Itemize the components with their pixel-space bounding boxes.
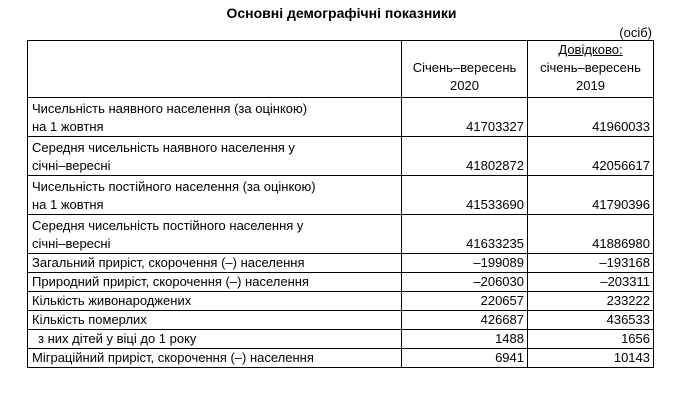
table-row [28,176,654,215]
value-2020: 41703327 [402,98,528,137]
row-label-line2: січні–вересні [32,236,111,251]
row-label [28,176,402,215]
header-indicator [28,41,402,98]
value-2019: 41886980 [528,215,654,254]
row-label: Кількість живонароджених [28,292,402,311]
value-2020: 426687 [402,311,528,330]
row-label [28,215,402,254]
header-2019-line2: січень–вересень [540,60,641,75]
table-row [28,254,654,273]
value-2019: 41790396 [528,176,654,215]
table-row [28,349,654,368]
page-title: Основні демографічні показники [226,5,457,21]
value-2019: 10143 [528,349,654,368]
table-row [28,273,654,292]
value-2020: 41802872 [402,137,528,176]
row-label-line1: Чисельність наявного населення (за оцінкою) [32,101,308,116]
value-2020: 220657 [402,292,528,311]
header-2019 [528,41,654,98]
unit-label: (осіб) [619,25,652,40]
row-label: з них дітей у віці до 1 року [28,330,402,349]
row-label-line2: на 1 жовтня [32,197,104,212]
header-2020-line2: 2020 [450,78,479,93]
value-2020: 1488 [402,330,528,349]
row-label [28,98,402,137]
header-2019-line3: 2019 [576,78,605,93]
table-row [28,137,654,176]
header-2020-line1: Січень–вересень [412,60,517,75]
demographics-table [27,40,654,368]
value-2020: –199089 [402,254,528,273]
row-label: Природний приріст, скорочення (–) населення [28,273,402,292]
value-2019: –203311 [528,273,654,292]
value-2019: 1656 [528,330,654,349]
row-label-line1: Середня чисельність наявного населення у [32,140,295,155]
value-2020: –206030 [402,273,528,292]
table-row [28,98,654,137]
row-label: Міграційний приріст, скорочення (–) населення [28,349,402,368]
value-2019: 436533 [528,311,654,330]
table-row [28,292,654,311]
row-label: Кількість померлих [28,311,402,330]
header-2019-line1: Довідково: [558,42,623,57]
row-label-line1: Середня чисельність постійного населення у [32,218,304,233]
table-row [28,311,654,330]
header-2020 [402,41,528,98]
value-2020: 41533690 [402,176,528,215]
row-label-line2: січні–вересні [32,158,111,173]
table-header-row [28,41,654,98]
value-2019: –193168 [528,254,654,273]
value-2020: 6941 [402,349,528,368]
row-label-line1: Чисельність постійного населення (за оцінкою) [32,179,316,194]
row-label: Загальний приріст, скорочення (–) населення [28,254,402,273]
table-row [28,330,654,349]
value-2019: 41960033 [528,98,654,137]
value-2019: 233222 [528,292,654,311]
value-2019: 42056617 [528,137,654,176]
value-2020: 41633235 [402,215,528,254]
table-row [28,215,654,254]
row-label [28,137,402,176]
row-label-line2: на 1 жовтня [32,119,104,134]
